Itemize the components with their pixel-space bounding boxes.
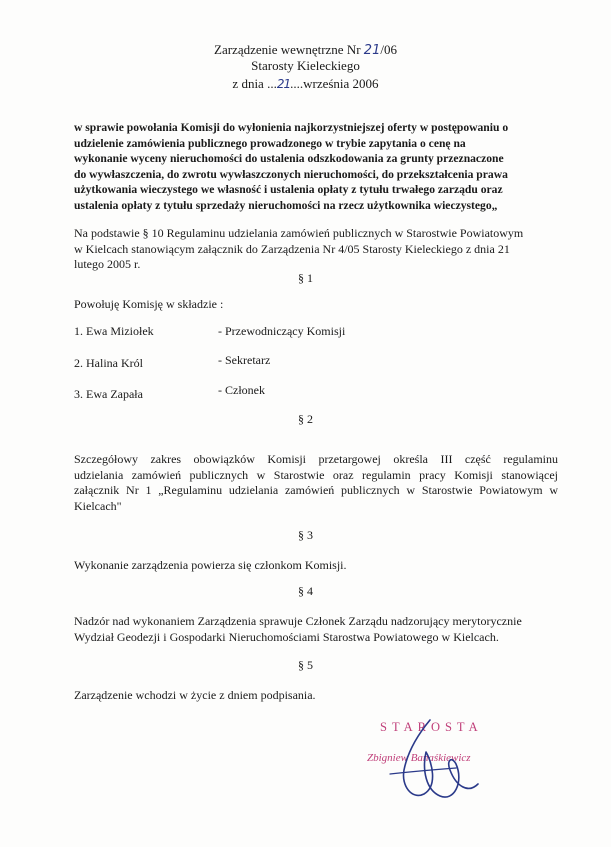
section-2-paragraph [74, 452, 558, 514]
member-name: 2. Halina Król [74, 356, 143, 370]
subject-line: w sprawie powołania Komisji do wyłonienia najkorzystniejszej oferty w postępowaniu o [74, 121, 509, 134]
para2-line: udzielania zamówień publicznych w Starostwie oraz regulamin pracy Komisji stanowiącej [74, 467, 558, 482]
commission-intro: Powołuję Komisję w składzie : [74, 297, 224, 311]
subject-line: użytkowania wieczystego we własność i ustalenia opłaty z tytułu trwałego zarządu oraz [74, 183, 503, 197]
para4-line: Wydział Geodezji i Gospodarki Nieruchomościami Starostwa Powiatowego w Kielcach. [74, 629, 499, 644]
section-1-heading: § 1 [298, 271, 313, 285]
para2-line: Szczegółowy zakres obowiązków Komisji przetargowej określa III część regulaminu [74, 452, 558, 466]
subject-line: ustalenia opłaty z tytułu sprzedaży nieruchomości na rzecz użytkownika wieczystego„ [74, 198, 498, 212]
header-date-dots-left: ... [267, 76, 277, 91]
header-line-3 [0, 76, 611, 92]
handwritten-signature [360, 712, 500, 812]
para4-line: Nadzór nad wykonaniem Zarządzenia sprawuje Członek Zarządu nadzorujący merytorycznie [74, 614, 522, 628]
subject-line: do wywłaszczenia, do zwrotu wywłaszczonych nieruchomości, do przekształcenia prawa [74, 167, 508, 181]
member-role: - Sekretarz [218, 353, 271, 367]
section-3-paragraph: Wykonanie zarządzenia powierza się członkom Komisji. [74, 558, 347, 572]
para2-line: załącznik Nr 1 „Regulaminu udzielania zamówień publicznych w Starostwie Powiatowym w [74, 483, 558, 497]
handwritten-number: 21 [363, 43, 381, 58]
subject-line: wykonanie wyceny nieruchomości do ustalenia odszkodowania za grunty przeznaczone [74, 152, 504, 166]
member-name: 1. Ewa Miziołek [74, 324, 154, 338]
legal-basis [74, 226, 574, 273]
stamp-name: Zbigniew Banaśkiewicz [367, 752, 471, 764]
subject-line: udzielenie zamówienia publicznego prowadzonego w trybie zapytania o cenę na [74, 136, 466, 150]
para2-line: Kielcach" [74, 498, 122, 513]
header-line-1 [0, 42, 611, 59]
section-5-paragraph: Zarządzenie wchodzi w życie z dniem podpisania. [74, 688, 316, 702]
member-name: 3. Ewa Zapała [74, 387, 143, 401]
header-date-suffix: września 2006 [303, 76, 379, 91]
member-role: - Przewodniczący Komisji [218, 324, 346, 338]
section-4-heading: § 4 [298, 584, 313, 598]
header-date-prefix: z dnia [232, 76, 268, 91]
handwritten-day: 21 [276, 77, 291, 91]
header-line-2: Starosty Kieleckiego [251, 58, 360, 73]
section-5-heading: § 5 [298, 658, 313, 672]
header-title-prefix: Zarządzenie wewnętrzne Nr [214, 42, 364, 57]
basis-line: w Kielcach stanowiącym załącznik do Zarządzenia Nr 4/05 Starosty Kieleckiego z dnia 21 [74, 241, 510, 256]
section-4-paragraph [74, 614, 574, 645]
section-2-heading: § 2 [298, 412, 313, 426]
header-date-dots-right: .... [290, 76, 304, 91]
basis-line: lutego 2005 r. [74, 257, 141, 271]
subject-block [74, 120, 562, 214]
header-title-suffix: /06 [380, 42, 397, 57]
basis-line: Na podstawie § 10 Regulaminu udzielania zamówień publicznych w Starostwie Powiatowym [74, 226, 524, 240]
section-3-heading: § 3 [298, 528, 313, 542]
member-role: - Członek [218, 383, 265, 397]
stamp-title: STAROSTA [380, 720, 483, 734]
